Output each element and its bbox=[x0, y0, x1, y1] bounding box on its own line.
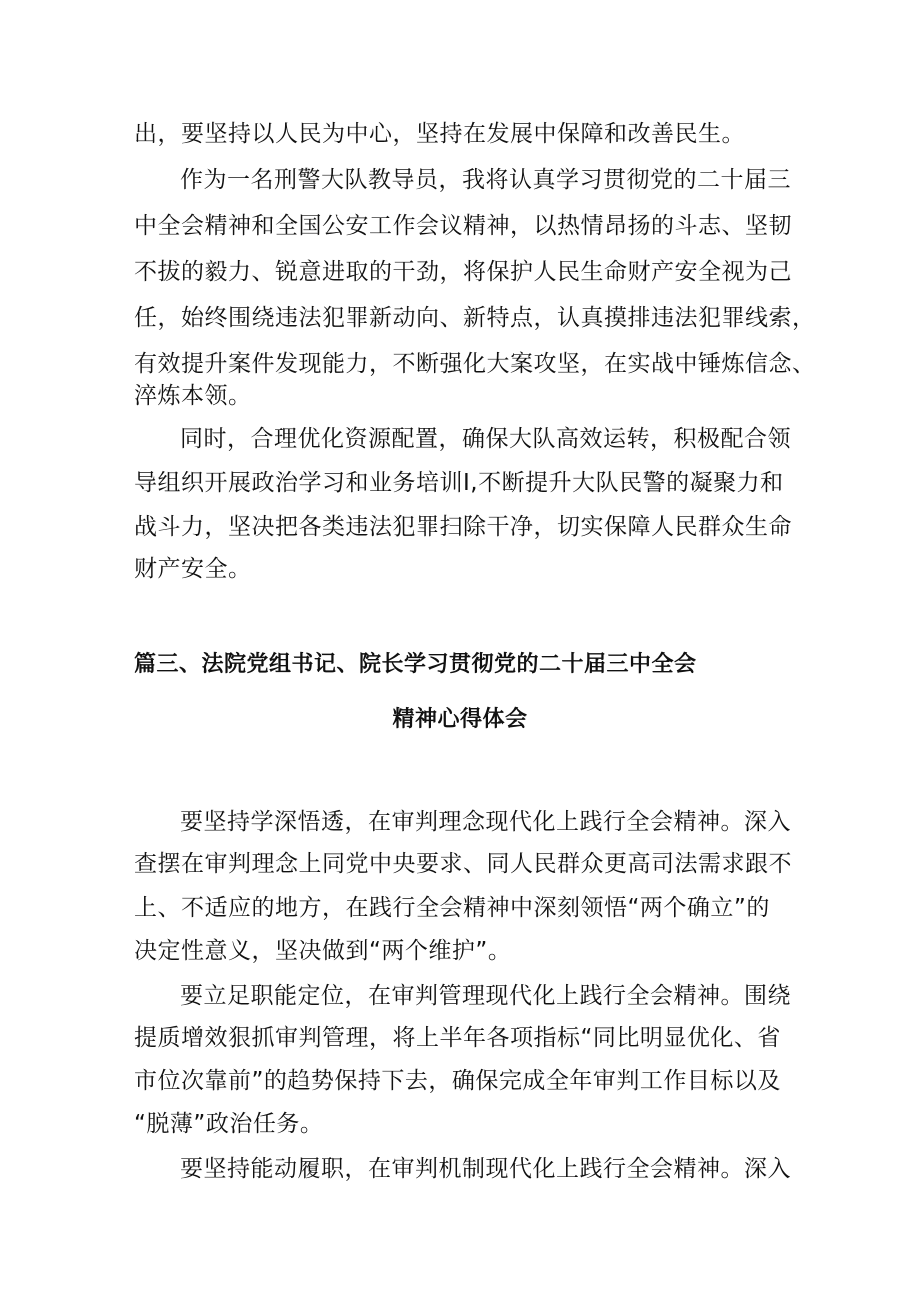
text-line: “脱薄”政治任务。 bbox=[134, 1111, 324, 1137]
text-line: 有效提升案件发现能力，不断强化大案攻坚，在实战中锤炼信念、 bbox=[134, 351, 816, 377]
text-line: 战斗力，坚决把各类违法犯罪扫除干净，切实保障人民群众生命 bbox=[134, 514, 792, 540]
text-line: 要坚持学深悟透，在审判理念现代化上践行全会精神。深入 bbox=[180, 809, 791, 835]
section-title-line-1: 篇三、法院党组书记、院长学习贯彻党的二十届三中全会 bbox=[134, 652, 697, 677]
text-line: 提质增效狠抓审判管理，将上半年各项指标“同比明显优化、省 bbox=[134, 1025, 781, 1051]
text-line: 要坚持能动履职，在审判机制现代化上践行全会精神。深入 bbox=[180, 1156, 791, 1182]
text-line: 不拔的毅力、锐意进取的干劲，将保护人民生命财产安全视为己 bbox=[134, 259, 792, 285]
text-line: 淬炼本领。 bbox=[134, 383, 252, 409]
text-line: 查摆在审判理念上同党中央要求、同人民群众更高司法需求跟不 bbox=[134, 851, 792, 877]
text-line: 同时，合理优化资源配置，确保大队高效运转，积极配合领 bbox=[180, 426, 791, 452]
text-line: 作为一名刑警大队教导员，我将认真学习贯彻党的二十届三 bbox=[180, 167, 791, 193]
text-line: 上、不适应的地方，在践行全会精神中深刻领悟“两个确立”的 bbox=[134, 895, 770, 921]
text-line: 任，始终围绕违法犯罪新动向、新特点，认真摸排违法犯罪线索， bbox=[134, 305, 816, 331]
text-line: 中全会精神和全国公安工作会议精神，以热情昂扬的斗志、坚韧 bbox=[134, 213, 792, 239]
text-line: 决定性意义，坚决做到“两个维护”。 bbox=[134, 938, 512, 964]
text-line: 要立足职能定位，在审判管理现代化上践行全会精神。围绕 bbox=[180, 983, 791, 1009]
text-line: 出，要坚持以人民为中心，坚持在发展中保障和改善民生。 bbox=[134, 121, 745, 147]
text-line: 财产安全。 bbox=[134, 556, 252, 582]
section-title-line-2: 精神心得体会 bbox=[392, 707, 528, 732]
text-line: 导组织开展政治学习和业务培训I,不断提升大队民警的凝聚力和 bbox=[134, 470, 784, 496]
text-line: 市位次靠前”的趋势保持下去，确保完成全年审判工作目标以及 bbox=[134, 1068, 781, 1094]
